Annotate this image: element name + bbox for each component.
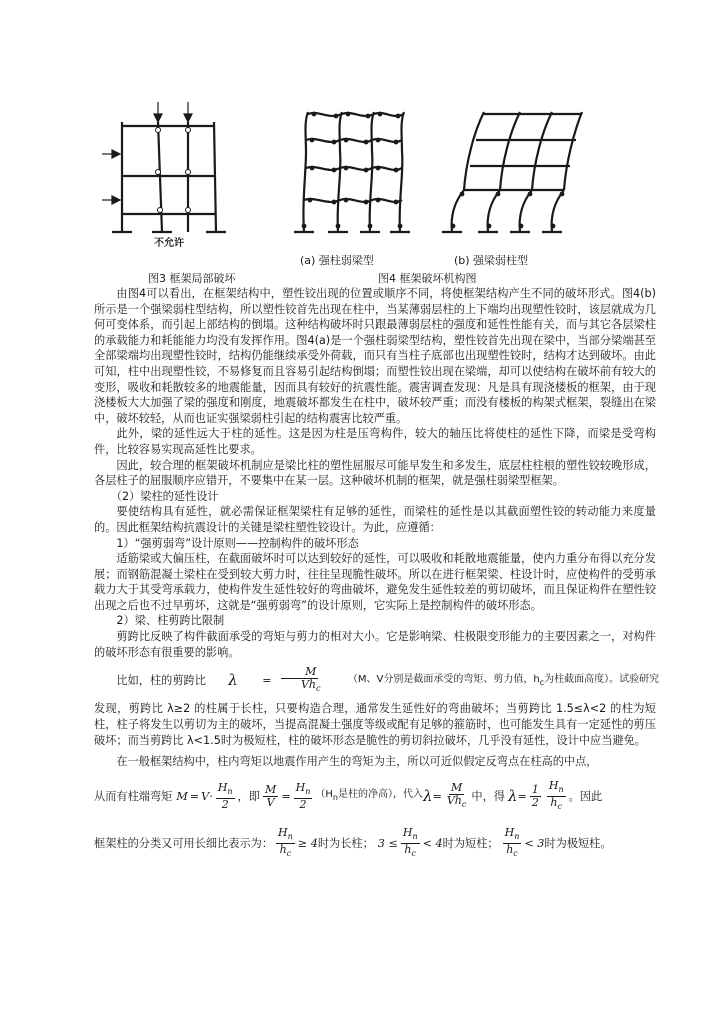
formula-lambda-frac: $\frac{M}{Vh_c}$ — [277, 666, 323, 695]
paragraph-ductility: 此外，梁的延性远大于柱的延性。这是因为柱是压弯构件，较大的轴压比将使柱的延性下降，而梁是受弯构件，比较容易实现高延性比要求。 — [94, 427, 656, 456]
paragraph-mechanism: 因此，较合理的框架破坏机制应是梁比柱的塑性屈服尽可能早发生和多发生，底层柱柱根的塑性铰较晚形成，各层柱子的屈服顺序应错开，不要集中在某一层。这种破坏机制的框架，就是强柱弱梁型框架。 — [94, 458, 656, 488]
paragraph-ductility-design: 要使结构具有延性，就必需保证框架梁柱有足够的延性，而梁柱的延性是以其截面塑性铰的转动能力来度量的。因此框架结构抗震设计的关键是梁柱塑性铰设计。为此，应遵循： — [94, 505, 656, 534]
fig4a-subcaption: (a) 强柱弱梁型 — [300, 254, 374, 267]
heading-strong-shear: 1）“强剪弱弯”设计原则——控制构件的破坏形态 — [116, 536, 359, 550]
paragraph-failure-forms: 由图4可以看出，在框架结构中，塑性铰出现的位置或顺序不同，将使框架结构产生不同的破坏形式。图4(b)所示是一个强梁弱柱型结构，所以塑性铰首先出现在柱中，当某薄弱层柱的上下端均出现塑性铰时，该层就成为几何可变体系，而引起上部结构的倒塌。这种结构破坏时只跟最薄弱层柱的强度和延性性能有关，而与其它各层梁柱的承载能力和耗能能力均没有发挥作用。图4(a)是一个强柱弱梁型结构，塑性铰首先出现在梁中，当部分梁端甚至全部梁端均出现塑性铰时，结构仍能继续承受外荷载，而只有当柱子底部也出现塑性铰时，结构才达到破坏。由此可知，柱中出现塑性铰，不易修复而且容易引起结构倒塌；而塑性铰出现在梁端，却可以使结构在破坏前有较大的变形，吸收和耗散较多的地震能量，因而具有较好的抗震性能。震害调查发现：凡是具有现浇楼板的框架，由于现浇楼板大大加强了梁的强度和刚度，地震破坏都发生在柱中，破坏较严重；而没有楼板的构架式框架，裂缝出在梁中，破坏较轻，从而也证实强梁弱柱引起的结构震害比较严重。 — [94, 287, 656, 425]
frame-diagrams — [92, 92, 632, 282]
paragraph-slenderness-formula: 框架柱的分类又可用长细比表示为： $\frac{H_n}{h_c}$ ≥ 4 时为长柱； 3 ≤ $\frac{H_n}{h_c}$ < 4 时为短柱； $\frac{H_n}{h_c}$ < 3 时为极短柱。 — [94, 826, 612, 859]
fig4a-frame — [294, 112, 410, 232]
paragraph-inflection-point: 在一般框架结构中，柱内弯矩以地震作用产生的弯矩为主，所以可近似假定反弯点在柱高的中点， — [116, 755, 598, 769]
paragraph-shear-span: 剪跨比反映了构件截面承受的弯矩与剪力的相对大小。它是影响梁、柱极限变形能力的主要因素之一，对构件的破坏形态有很重要的影响。 — [94, 630, 656, 659]
paragraph-shear-span-formula: 比如，柱的剪跨比 λ = $\frac{M}{Vh_c}$ （M、V分别是截面承受的弯矩、剪力值，$h_c$为柱截面高度）。试验研究 — [116, 665, 660, 694]
heading-beam-column-ductility: （2）梁柱的延性设计 — [110, 489, 219, 503]
fig4a-hinges — [302, 112, 403, 229]
fig4-caption: 图4 框架破坏机构图 — [378, 272, 477, 285]
heading-shear-span: 2）梁、柱剪跨比限制 — [116, 614, 225, 628]
fig4b-frame — [442, 112, 582, 232]
fig4b-subcaption: (b) 强梁弱柱型 — [454, 254, 529, 267]
figure-area — [92, 92, 632, 285]
paragraph-moment-formula: 从而有柱端弯矩 M = V · $\frac{H_n}{2}$ ，即 $\frac{M}{V}$ = $\frac{H_n}{2}$ （$H_n$是柱的净高），代入 λ = $\frac{M}{Vh_c}$ 中，得 λ = $\frac{1}{2}$ $\frac{H_n}{h_c}$ 。因此 — [94, 778, 603, 812]
fig3-caption: 图3 框架局部破坏 — [148, 272, 236, 285]
paragraph-column-types: 发现，剪跨比 λ≥2 的柱属于长柱，只要构造合理，通常发生延性好的弯曲破坏；当剪跨比 1.5≤λ<2 的柱为短柱，柱子将发生以剪切为主的破坏，当提高混凝土强度等级或配有足够的箍筋时，也可能发生具有一定延性的剪压破坏；而当剪跨比 λ<1.5时为极短柱，柱的破坏形态是脆性的剪切斜拉破坏，几乎没有延性，设计中应当避免。 — [94, 702, 656, 747]
fig3-note: 不允许 — [154, 238, 184, 249]
fig3-arrows — [102, 102, 192, 204]
paragraph-strong-shear: 适筋梁或大偏压柱，在截面破坏时可以达到较好的延性，可以吸收和耗散地震能量，使内力重分布得以充分发展；而钢筋混凝土梁柱在受到较大剪力时，往往呈现脆性破坏。所以在进行框架梁、柱设计时，应使构件的受剪承载力大于其受弯承载力，使构件发生延性较好的弯曲破坏，避免发生延性较差的剪切破坏，而且保证构件在塑性铰出现之后也不过早剪坏，这就是“强剪弱弯”的设计原则，它实际上是控制构件的破坏形态。 — [94, 552, 656, 612]
body-text — [94, 286, 660, 861]
fig4b-hinges — [451, 192, 565, 229]
fig3-frame — [112, 122, 226, 232]
